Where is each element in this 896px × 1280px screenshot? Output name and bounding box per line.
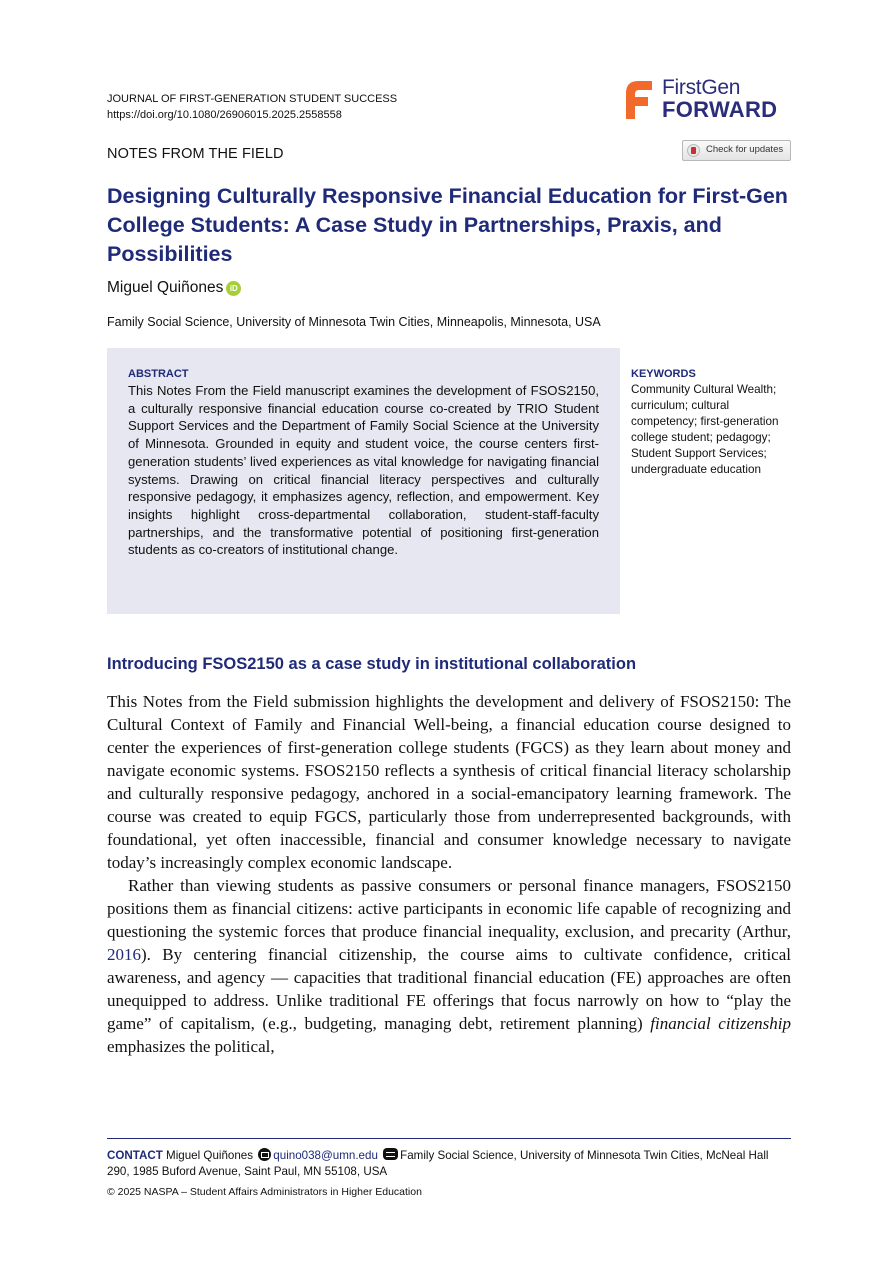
check-updates-icon [687, 144, 700, 157]
p2-text-c: emphasizes the political, [107, 1037, 275, 1056]
abstract-text: This Notes From the Field manuscript examines the development of FSOS2150, a culturally responsive financial education course co-created by TRIO Student Support Services and the Department of Family Social Science at the University of Minnesota. Grounded in equity and student voice, the course centers first-generation students’ lived experiences as vital knowledge for navigating financial systems. Drawing on critical financial literacy perspectives and culturally responsive pedagogy, it emphasizes agency, reflection, and empowerment. Key insights highlight cross-departmental collaboration, student-staff-faculty partnerships, and the transformative potential of positioning first-generation students as co-creators of institutional change. [128, 383, 599, 558]
contact-email[interactable]: quino038@umn.edu [273, 1149, 378, 1162]
journal-header [107, 91, 397, 123]
logo-line2: FORWARD [662, 97, 778, 122]
journal-doi[interactable]: https://doi.org/10.1080/26906015.2025.2558558 [107, 109, 342, 121]
journal-name: JOURNAL OF FIRST-GENERATION STUDENT SUCCESS [107, 93, 398, 105]
p2-text-a: Rather than viewing students as passive consumers or personal finance managers, FSOS2150 positions them as financial citizens: active participants in economic life capable of recognizing and questioning the systemic forces that produce financial inequality, exclusion, and precarity (Arthur, [107, 876, 791, 941]
article-title: Designing Culturally Responsive Financial Education for First-Gen College Students: A Case Study in Partnerships, Praxis, and Possibilities [107, 184, 788, 266]
firstgen-forward-logo [622, 78, 792, 122]
body-paragraph-1: This Notes from the Field submission highlights the development and delivery of FSOS2150: The Cultural Context of Family and Financial Well-being, a financial education course designed to center the experiences of first-generation college students (FGCS) as they learn about money and navigate economic systems. FSOS2150 reflects a synthesis of critical financial literacy scholarship and culturally responsive pedagogy, anchored in a social-emancipatory learning framework. The course was created to equip FGCS, particularly those from underrepresented backgrounds, with foundational, yet often inaccessible, financial and consumer knowledge necessary to navigate today’s increasingly complex economic landscape. [107, 692, 791, 872]
p2-emphasis: financial citizenship [650, 1014, 791, 1033]
section-heading: Introducing FSOS2150 as a case study in institutional collaboration [107, 655, 637, 673]
footer-divider [107, 1138, 791, 1139]
check-updates-label: Check for updates [706, 144, 784, 155]
firstgen-logo-icon [622, 79, 656, 119]
keywords-text: Community Cultural Wealth; curriculum; cultural competency; first-generation college student; pedagogy; Student Support Services; undergraduate education [631, 383, 779, 476]
abstract-heading: ABSTRACT [128, 368, 189, 380]
body-text [107, 690, 791, 1058]
contact-name: Miguel Quiñones [166, 1149, 254, 1162]
citation-link[interactable]: 2016 [107, 945, 141, 964]
body-paragraph-2 [107, 874, 791, 1058]
contact-block [107, 1148, 791, 1180]
copyright-notice: © 2025 NASPA – Student Affairs Administrators in Higher Education [107, 1186, 422, 1198]
envelope-icon [258, 1148, 271, 1161]
author-line [107, 279, 241, 297]
logo-line1: FirstGen [662, 76, 741, 99]
p2-text-b: ). By centering financial citizenship, the course aims to cultivate confidence, critical awareness, and agency — capacities that traditional financial education (FE) approaches are often unequipped to address. Unlike traditional FE offerings that focus narrowly on how to “play the game” of capitalism, (e.g., budgeting, managing debt, retirement planning) [107, 945, 791, 1033]
author-affiliation: Family Social Science, University of Minnesota Twin Cities, Minneapolis, Minnesota, USA [107, 315, 601, 329]
contact-label: CONTACT [107, 1149, 163, 1162]
orcid-icon[interactable]: iD [226, 281, 241, 296]
contact-address: Family Social Science, University of Minnesota Twin Cities, McNeal Hall 290, 1985 Buford Avenue, Saint Paul, MN 55108, USA [107, 1149, 769, 1178]
check-for-updates-button[interactable] [682, 140, 791, 161]
address-icon [383, 1148, 398, 1160]
keywords-heading: KEYWORDS [631, 368, 696, 380]
article-type-label: NOTES FROM THE FIELD [107, 146, 284, 162]
author-name[interactable]: Miguel Quiñones [107, 279, 224, 296]
